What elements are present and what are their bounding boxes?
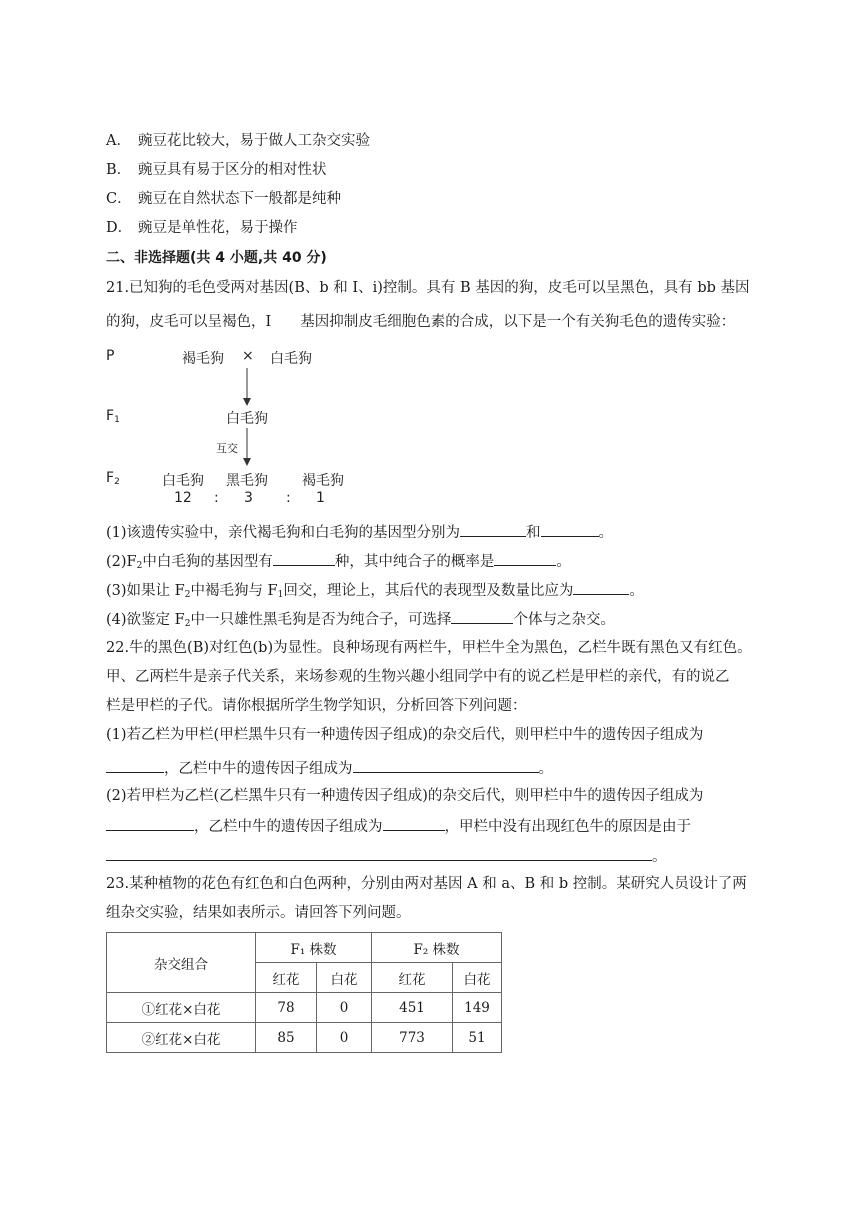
cell-value: 78	[256, 993, 317, 1023]
q22-sub2-line3: 。	[106, 845, 667, 867]
cell-combo: ①红花×白花	[107, 993, 256, 1023]
q22-line2: 甲、乙两栏牛是亲子代关系，来场参观的生物兴趣小组同学中有的说乙栏是甲栏的亲代，有的说乙	[106, 669, 730, 685]
option-a	[106, 131, 370, 151]
p-generation-label: P	[106, 348, 115, 364]
header-f2-count: F₂ 株数	[372, 933, 502, 963]
answer-blank[interactable]	[460, 521, 526, 537]
cell-value: 85	[256, 1023, 317, 1053]
cell-value: 0	[317, 993, 372, 1023]
cross-symbol: ×	[242, 348, 254, 364]
parent-brown-dog: 褐毛狗	[182, 351, 224, 367]
f1-generation-label: $F_1$	[106, 408, 120, 425]
answer-blank[interactable]	[106, 815, 194, 831]
answer-blank[interactable]	[494, 550, 556, 566]
q21-sub1: (1)该遗传实验中，亲代褐毛狗和白毛狗的基因型分别为 和 。	[106, 521, 613, 543]
option-letter: A．	[106, 133, 131, 149]
q22-line3: 栏是甲栏的子代。请你根据所学生物学知识，分析回答下列问题：	[106, 698, 527, 714]
q22-sub2-line1: (2)若甲栏为乙栏(乙栏黑牛只有一种遗传因子组成)的杂交后代，则甲栏中牛的遗传因子组成为	[106, 788, 704, 804]
q22-sub1-line2: ，乙栏中牛的遗传因子组成为 。	[106, 757, 553, 779]
header-f1-count: F₁ 株数	[256, 933, 372, 963]
q23-line2: 组杂交实验，结果如表所示。请回答下列问题。	[106, 905, 411, 921]
q21-sub4: (4)欲鉴定 $F_2$中一只雄性黑毛狗是否为纯合子，可选择 个体与之杂交。	[106, 608, 615, 634]
f2-generation-label: $F_2$	[106, 470, 120, 487]
f2-black-dog: 黑毛狗	[226, 473, 268, 489]
option-text: 豌豆具有易于区分的相对性状	[138, 162, 327, 178]
q21-sub2: $(2)F_2$中白毛狗的基因型有 种，其中纯合子的概率是 。	[106, 550, 571, 576]
ratio-separator: :	[286, 490, 291, 506]
option-c	[106, 189, 341, 209]
q21-sub3: (3)如果让 $F_2$中褐毛狗与 $F_1$回交，理论上，其后代的表现型及数量比应为 。	[106, 579, 644, 605]
ratio-brown: 1	[316, 490, 325, 506]
header-cross-combination: 杂交组合	[107, 933, 256, 993]
ratio-separator: :	[214, 490, 219, 506]
arrow-head	[243, 398, 251, 406]
answer-blank[interactable]	[106, 845, 652, 861]
answer-blank[interactable]	[383, 815, 445, 831]
cell-value: 149	[453, 993, 502, 1023]
q22-sub2-line2: ，乙栏中牛的遗传因子组成为 ，甲栏中没有出现红色牛的原因是由于	[106, 815, 691, 837]
answer-blank[interactable]	[451, 608, 513, 624]
q21-line2: 的狗，皮毛可以呈褐色，I 基因抑制皮毛细胞色素的合成，以下是一个有关狗毛色的遗传实验：	[106, 314, 736, 330]
answer-blank[interactable]	[573, 579, 629, 595]
answer-blank[interactable]	[273, 550, 335, 566]
q21-line1: 21.已知狗的毛色受两对基因(B、b 和 I、i)控制。具有 B 基因的狗，皮毛可以呈黑色，具有 bb 基因	[106, 280, 750, 296]
cell-value: 451	[372, 993, 453, 1023]
subheader-red: 红花	[372, 963, 453, 993]
q22-line1: 22.牛的黑色(B)对红色(b)为显性。良种场现有两栏牛，甲栏牛全为黑色，乙栏牛既有黑色又有红色。	[106, 640, 752, 656]
f2-white-dog: 白毛狗	[162, 473, 204, 489]
cross-results-table	[106, 932, 502, 1053]
section-heading: 二、非选择题(共 4 小题,共 40 分)	[106, 250, 327, 266]
genetic-cross-diagram	[104, 344, 364, 512]
arrow-head	[243, 458, 251, 466]
answer-blank[interactable]	[353, 757, 539, 773]
answer-blank[interactable]	[106, 757, 164, 773]
option-letter: C．	[106, 191, 132, 207]
option-d	[106, 218, 298, 238]
option-b	[106, 160, 327, 180]
q22-sub1-line1: (1)若乙栏为甲栏(甲栏黑牛只有一种遗传因子组成)的杂交后代，则甲栏中牛的遗传因子组成为	[106, 727, 704, 743]
subheader-red: 红花	[256, 963, 317, 993]
ratio-white: 12	[174, 490, 192, 506]
option-letter: B．	[106, 162, 132, 178]
subheader-white: 白花	[317, 963, 372, 993]
subheader-white: 白花	[453, 963, 502, 993]
parent-white-dog: 白毛狗	[270, 351, 312, 367]
intercross-label: 互交	[216, 442, 238, 455]
f2-brown-dog: 褐毛狗	[302, 473, 344, 489]
cell-value: 773	[372, 1023, 453, 1053]
ratio-black: 3	[244, 490, 253, 506]
table-row	[107, 1023, 502, 1053]
option-text: 豌豆花比较大，易于做人工杂交实验	[138, 133, 370, 149]
cell-value: 0	[317, 1023, 372, 1053]
cell-value: 51	[453, 1023, 502, 1053]
option-text: 豌豆是单性花，易于操作	[138, 220, 298, 236]
option-letter: D．	[106, 220, 133, 236]
cell-combo: ②红花×白花	[107, 1023, 256, 1053]
answer-blank[interactable]	[541, 521, 599, 537]
f1-white-dog: 白毛狗	[226, 411, 268, 427]
q23-line1: 23.某种植物的花色有红色和白色两种，分别由两对基因 A 和 a、B 和 b 控制。某研究人员设计了两	[106, 876, 747, 892]
option-text: 豌豆在自然状态下一般都是纯种	[138, 191, 341, 207]
table-row	[107, 993, 502, 1023]
